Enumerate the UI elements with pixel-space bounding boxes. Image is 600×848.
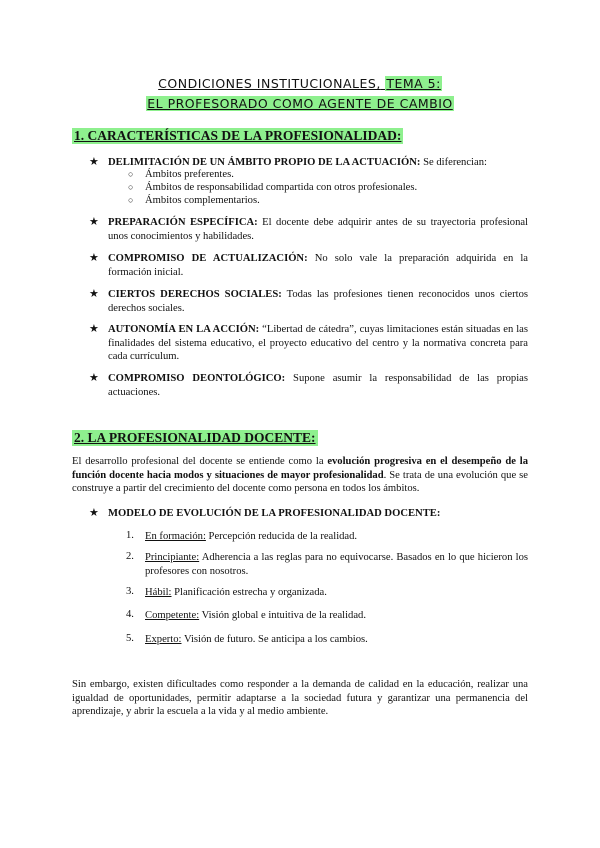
star-icon: ★ bbox=[89, 323, 99, 335]
title-topic-number: TEMA 5: bbox=[386, 76, 441, 91]
stage-item: Hábil: Planificación estrecha y organizada. bbox=[145, 587, 327, 598]
sub-list-item: Ámbitos de responsabilidad compartida con otros profesionales. bbox=[145, 182, 418, 193]
stage-number: 4. bbox=[126, 609, 134, 620]
star-icon: ★ bbox=[89, 372, 99, 384]
title-line-2-text: EL PROFESORADO COMO AGENTE DE CAMBIO bbox=[147, 96, 453, 111]
closing-paragraph: Sin embargo, existen dificultades como responder a la demanda de calidad en la educación, realizar una igualdad de oportunidades, permitir adaptarse a la sociedad futura y garantizar una permanencia del aprendizaje, y abrir la escuela a la vida y al medio ambiente. bbox=[72, 679, 528, 717]
stage-item: Competente: Visión global e intuitiva de la realidad. bbox=[145, 610, 367, 621]
star-icon: ★ bbox=[89, 216, 99, 228]
title-line-2 bbox=[0, 96, 600, 111]
circle-bullet-icon: ○ bbox=[128, 182, 134, 192]
sub-list-item: Ámbitos complementarios. bbox=[145, 195, 260, 206]
section-2-heading: 2. LA PROFESIONALIDAD DOCENTE: bbox=[74, 430, 316, 445]
stage-number: 2. bbox=[126, 551, 134, 562]
stage-number: 1. bbox=[126, 530, 134, 541]
list-item: DELIMITACIÓN DE UN ÁMBITO PROPIO DE LA ACTUACIÓN: Se diferencian: bbox=[108, 157, 487, 168]
circle-bullet-icon: ○ bbox=[128, 195, 134, 205]
title-line-1 bbox=[0, 76, 600, 91]
star-icon: ★ bbox=[89, 156, 99, 168]
stage-number: 3. bbox=[126, 586, 134, 597]
list-item: COMPROMISO DE ACTUALIZACIÓN: No solo vale la preparación adquirida en la formación inicial. bbox=[108, 253, 529, 278]
list-item: COMPROMISO DEONTOLÓGICO: Supone asumir la responsabilidad de las propias actuaciones. bbox=[108, 373, 528, 398]
list-item: PREPARACIÓN ESPECÍFICA: El docente debe adquirir antes de su trayectoria profesional unos conocimientos y habilidades. bbox=[108, 217, 529, 242]
stage-item: Principiante: Adherencia a las reglas para no equivocarse. Basados en lo que hicieron los profesores con nosotros. bbox=[145, 552, 528, 577]
model-label: MODELO DE EVOLUCIÓN DE LA PROFESIONALIDAD DOCENTE: bbox=[108, 508, 441, 519]
star-icon: ★ bbox=[89, 507, 99, 519]
list-item: CIERTOS DERECHOS SOCIALES: Todas las profesiones tienen reconocidos unos ciertos derechos sociales. bbox=[108, 289, 528, 314]
title-line-1-text: CONDICIONES INSTITUCIONALES, bbox=[158, 76, 381, 91]
list-item: AUTONOMÍA EN LA ACCIÓN: “Libertad de cátedra”, cuyas limitaciones están situadas en las finalidades del sistema educativo, el proyecto educativo del centro y la normativa concreta para cada currículum. bbox=[108, 324, 528, 362]
section-2-intro: El desarrollo profesional del docente se entiende como la evolución progresiva en el desempeño de la función docente hacia modos y situaciones de mayor profesionalidad. Se trata de una evolución que se construye a partir del crecimiento del docente como persona en todos los ámbitos. bbox=[72, 456, 528, 494]
section-1-heading: 1. CARACTERÍSTICAS DE LA PROFESIONALIDAD: bbox=[74, 128, 402, 143]
stage-item: Experto: Visión de futuro. Se anticipa a los cambios. bbox=[145, 634, 368, 645]
stage-item: En formación: Percepción reducida de la realidad. bbox=[145, 531, 358, 542]
sub-list-item: Ámbitos preferentes. bbox=[145, 169, 234, 180]
star-icon: ★ bbox=[89, 252, 99, 264]
stage-number: 5. bbox=[126, 633, 134, 644]
circle-bullet-icon: ○ bbox=[128, 169, 134, 179]
star-icon: ★ bbox=[89, 288, 99, 300]
